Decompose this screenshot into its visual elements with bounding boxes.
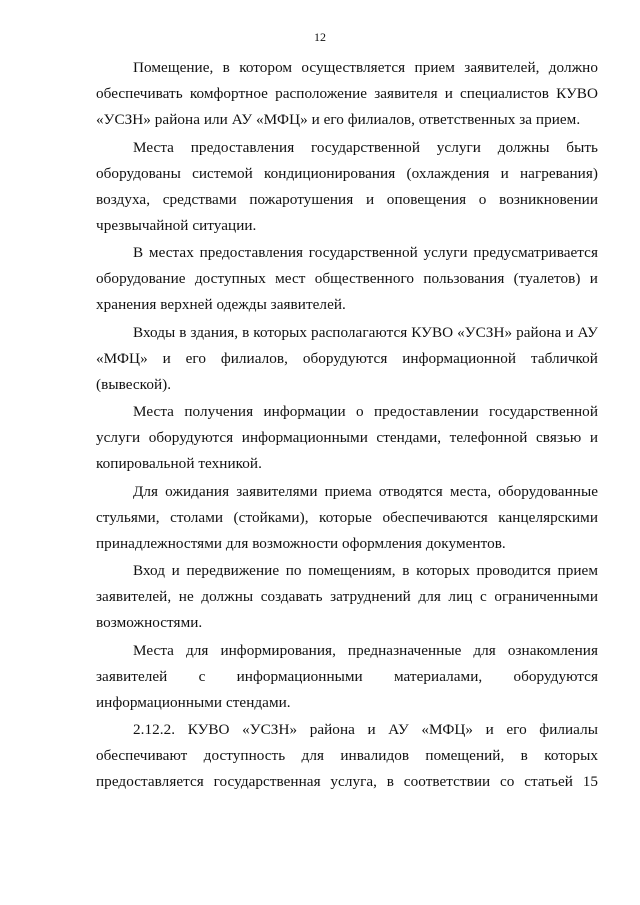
paragraph-waiting-area: Для ожидания заявителями приема отводятся места, оборудованные стульями, столами (стойками), которые обеспечиваются канцелярскими принадлежностями для возможности оформления документов. <box>96 482 598 552</box>
paragraph-2-12-2: 2.12.2. КУВО «УСЗН» района и АУ «МФЦ» и его филиалы обеспечивают доступность для инвалидов помещений, в которых предоставляется государственная услуга, в соответствии со статьей 15 <box>96 721 598 790</box>
paragraph-air-conditioning: Места предоставления государственной услуги должны быть оборудованы системой кондиционирования (охлаждения и нагревания) воздуха, средствами пожаротушения и оповещения о возникновении чрезвычайной ситуации. <box>96 138 598 234</box>
paragraph-information-stands: Места получения информации о предоставлении государственной услуги оборудуются информационными стендами, телефонной связью и копировальной техникой. <box>96 403 598 472</box>
paragraph-public-facilities: В местах предоставления государственной услуги предусматривается оборудование доступных мест общественного пользования (туалетов) и хранения верхней одежды заявителей. <box>96 244 598 313</box>
paragraph-accessibility: Вход и передвижение по помещениям, в которых проводится прием заявителей, не должны создавать затруднений для лиц с ограниченными возможностями. <box>96 562 598 631</box>
paragraph-informing-places: Места для информирования, предназначенные для ознакомления заявителей с информационными материалами, оборудуются информационными стендами. <box>96 641 598 711</box>
document-body <box>96 55 598 797</box>
page-number: 12 <box>314 30 326 44</box>
paragraph-entrance-signage: Входы в здания, в которых располагаются КУВО «УСЗН» района и АУ «МФЦ» и его филиалов, оборудуются информационной табличкой (вывеской). <box>96 323 598 393</box>
paragraph-premises-comfort: Помещение, в котором осуществляется прием заявителей, должно обеспечивать комфортное расположение заявителя и специалистов КУВО «УСЗН» района или АУ «МФЦ» и его филиалов, ответственных за прием. <box>96 59 598 128</box>
